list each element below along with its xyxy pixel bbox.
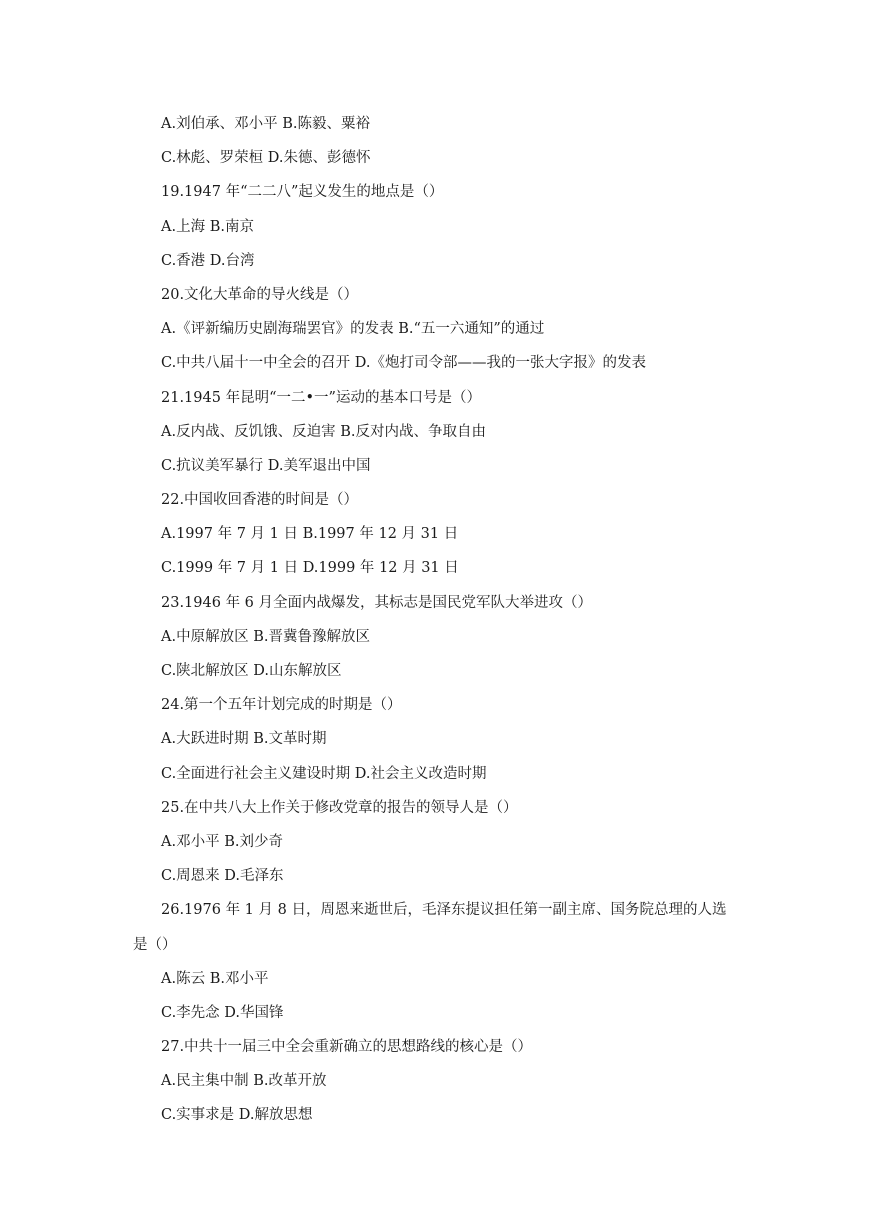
question-21: 21.1945 年昆明“一二•一”运动的基本口号是（）: [161, 389, 481, 406]
text-line: A.大跃进时期 B.文革时期: [161, 731, 327, 748]
question-22: 22.中国收回香港的时间是（）: [161, 492, 359, 509]
text-line: C.1999 年 7 月 1 日 D.1999 年 12 月 31 日: [161, 560, 459, 577]
text-line: C.香港 D.台湾: [161, 252, 255, 269]
text-line: A.邓小平 B.刘少奇: [161, 833, 283, 850]
text-line: A.《评新编历史剧海瑞罢官》的发表 B.“五一六通知”的通过: [161, 321, 545, 338]
text-line: C.实事求是 D.解放思想: [161, 1107, 313, 1124]
text-line: C.全面进行社会主义建设时期 D.社会主义改造时期: [161, 765, 487, 782]
text-line: A.中原解放区 B.晋冀鲁豫解放区: [161, 628, 370, 645]
text-line: A.上海 B.南京: [161, 218, 254, 235]
question-23: 23.1946 年 6 月全面内战爆发，其标志是国民党军队大举进攻（）: [161, 594, 593, 611]
question-19: 19.1947 年“二二八”起义发生的地点是（）: [161, 184, 444, 201]
text-line: A.1997 年 7 月 1 日 B.1997 年 12 月 31 日: [161, 526, 459, 543]
text-line: C.陕北解放区 D.山东解放区: [161, 663, 342, 679]
question-27: 27.中共十一届三中全会重新确立的思想路线的核心是（）: [161, 1039, 533, 1056]
question-26-continuation: 是（）: [133, 936, 177, 953]
question-26: 26.1976 年 1 月 8 日，周恩来逝世后，毛泽东提议担任第一副主席、国务院总理的人选: [161, 902, 727, 919]
text-line: C.林彪、罗荣桓 D.朱德、彭德怀: [161, 150, 371, 167]
question-25: 25.在中共八大上作关于修改党章的报告的领导人是（）: [161, 799, 518, 816]
text-line: A.反内战、反饥饿、反迫害 B.反对内战、争取自由: [161, 423, 486, 440]
text-line: A.刘伯承、邓小平 B.陈毅、粟裕: [161, 116, 370, 132]
text-line: C.周恩来 D.毛泽东: [161, 868, 284, 885]
question-20: 20.文化大革命的导火线是（）: [161, 286, 359, 303]
text-line: C.中共八届十一中全会的召开 D.《炮打司令部——我的一张大字报》的发表: [161, 355, 647, 372]
question-24: 24.第一个五年计划完成的时期是（）: [161, 697, 402, 714]
text-line: A.民主集中制 B.改革开放: [161, 1073, 327, 1090]
text-line: A.陈云 B.邓小平: [161, 970, 269, 987]
question-list: [0, 107, 869, 1133]
text-line: C.抗议美军暴行 D.美军退出中国: [161, 457, 371, 474]
text-line: C.李先念 D.华国锋: [161, 1004, 284, 1021]
